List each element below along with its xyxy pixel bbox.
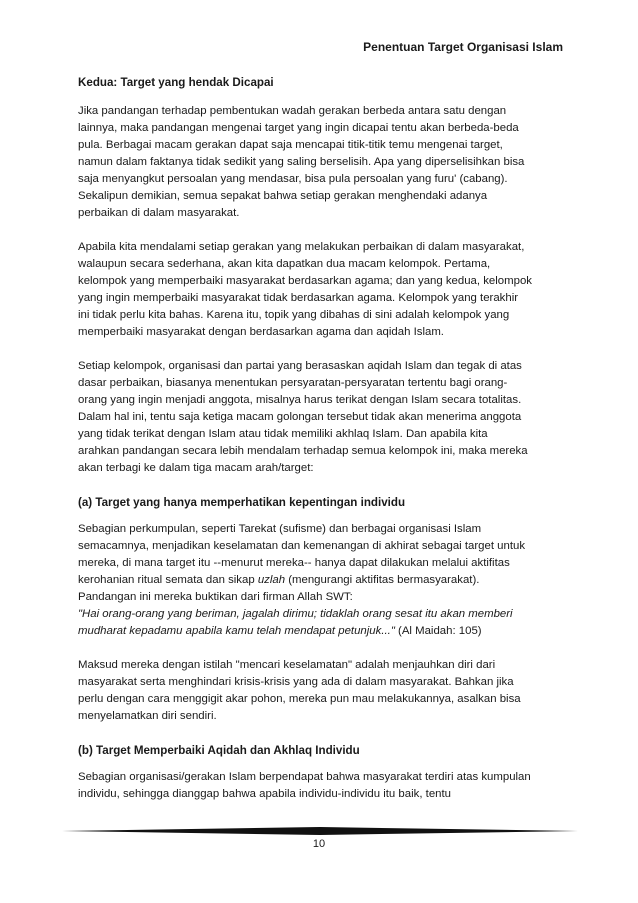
text-line: memperbaiki masyarakat dengan berdasarkan agama dan aqidah Islam. — [78, 326, 444, 338]
text-line: orang yang ingin menjadi anggota, misalnya harus terikat dengan Islam secara totalitas. — [78, 394, 522, 406]
quote-line — [78, 623, 568, 640]
text-line: Maksud mereka dengan istilah "mencari keselamatan" adalah menjauhkan diri dari — [78, 659, 496, 671]
page-number: 10 — [312, 838, 326, 850]
paragraph-2 — [78, 239, 568, 341]
text-fragment: kerohanian ritual semata dan sikap — [78, 574, 258, 586]
text-line: Sekalipun demikian, semua sepakat bahwa setiap gerakan menghendaki adanya — [78, 190, 488, 202]
text-line: arahkan pandangan secara lebih mendalam terhadap semua kelompok ini, maka mereka — [78, 445, 528, 457]
section-heading-b: (b) Target Memperbaiki Aqidah dan Akhlaq Individu — [78, 744, 360, 757]
text-line: pula. Berbagai macam gerakan dapat saja mencapai titik-titik temu mengenai target, — [78, 139, 503, 151]
text-line: yang ingin memperbaiki masyarakat tidak berdasarkan agama. Kelompok yang terakhir — [78, 292, 519, 304]
text-line: individu, sehingga dianggap bahwa apabila individu-individu itu baik, tentu — [78, 788, 451, 800]
section-heading-kedua: Kedua: Target yang hendak Dicapai — [78, 76, 274, 89]
quran-quote: mudharat kepadamu apabila kamu telah mendapat petunjuk..." — [78, 625, 395, 637]
text-line: semacamnya, menjadikan keselamatan dan kemenangan di akhirat sebagai target untuk — [78, 540, 526, 552]
text-line: lainnya, maka pandangan mengenai target yang ingin dicapai tentu akan berbeda-beda — [78, 122, 519, 134]
paragraph-6 — [78, 769, 568, 803]
text-line: walaupun secara sederhana, akan kita dapatkan dua macam kelompok. Pertama, — [78, 258, 491, 270]
quote-reference: (Al Maidah: 105) — [394, 625, 482, 637]
text-line: namun dalam faktanya tidak sedikit yang saling berselisih. Apa yang diperselisihkan bisa — [78, 156, 525, 168]
italic-term: uzlah — [257, 574, 286, 586]
text-line: Apabila kita mendalami setiap gerakan yang melakukan perbaikan di dalam masyarakat, — [78, 241, 525, 253]
paragraph-5 — [78, 657, 568, 725]
text-line: Pandangan ini mereka buktikan dari firman Allah SWT: — [78, 591, 353, 603]
text-line: Dalam hal ini, tentu saja ketiga macam golongan tersebut tidak akan menerima anggota — [78, 411, 522, 423]
paragraph-3 — [78, 358, 568, 477]
paragraph-4 — [78, 521, 568, 640]
text-line: menyelamatkan diri sendiri. — [78, 710, 217, 722]
quran-quote: "Hai orang-orang yang beriman, jagalah dirimu; tidaklah orang sesat itu akan memberi — [78, 608, 513, 620]
text-line: perbaikan di dalam masyarakat. — [78, 207, 240, 219]
text-line — [78, 572, 568, 589]
text-line: saja menyangkut persoalan yang mendasar, bisa pula persoalan yang furu' (cabang). — [78, 173, 508, 185]
text-fragment: (mengurangi aktifitas bermasyarakat). — [285, 574, 480, 586]
text-line: ini tidak perlu kita bahas. Karena itu, topik yang dibahas di sini adalah kelompok yang — [78, 309, 510, 321]
text-line: Sebagian organisasi/gerakan Islam berpendapat bahwa masyarakat terdiri atas kumpulan — [78, 771, 531, 783]
text-line: mereka, di mana target itu --menurut mereka-- hanya dapat dilakukan melalui aktifitas — [78, 557, 510, 569]
text-line: Jika pandangan terhadap pembentukan wadah gerakan berbeda antara satu dengan — [78, 105, 507, 117]
quote-line — [78, 606, 568, 623]
text-line: perlu dengan cara menggigit akar pohon, mereka pun mau melakukannya, asalkan bisa — [78, 693, 521, 705]
text-line: Sebagian perkumpulan, seperti Tarekat (sufisme) dan berbagai organisasi Islam — [78, 523, 482, 535]
text-line: Setiap kelompok, organisasi dan partai yang berasaskan aqidah Islam dan tegak di atas — [78, 360, 522, 372]
section-heading-a: (a) Target yang hanya memperhatikan kepentingan individu — [78, 496, 406, 509]
running-header: Penentuan Target Organisasi Islam — [363, 40, 563, 54]
text-line: kelompok yang memperbaiki masyarakat berdasarkan agama; dan yang kedua, kelompok — [78, 275, 532, 287]
text-line: masyarakat serta menghindari krisis-krisis yang ada di dalam masyarakat. Bahkan jika — [78, 676, 514, 688]
text-line: akan terbagi ke dalam tiga macam arah/target: — [78, 462, 314, 474]
footer-divider — [62, 826, 578, 836]
text-line: dasar perbaikan, biasanya menentukan persyaratan-persyaratan tertentu bagi orang- — [78, 377, 508, 389]
page-body — [78, 74, 568, 820]
paragraph-1 — [78, 103, 568, 222]
text-line: yang tidak terikat dengan Islam atau tidak memiliki akhlaq Islam. Dan apabila kita — [78, 428, 488, 440]
